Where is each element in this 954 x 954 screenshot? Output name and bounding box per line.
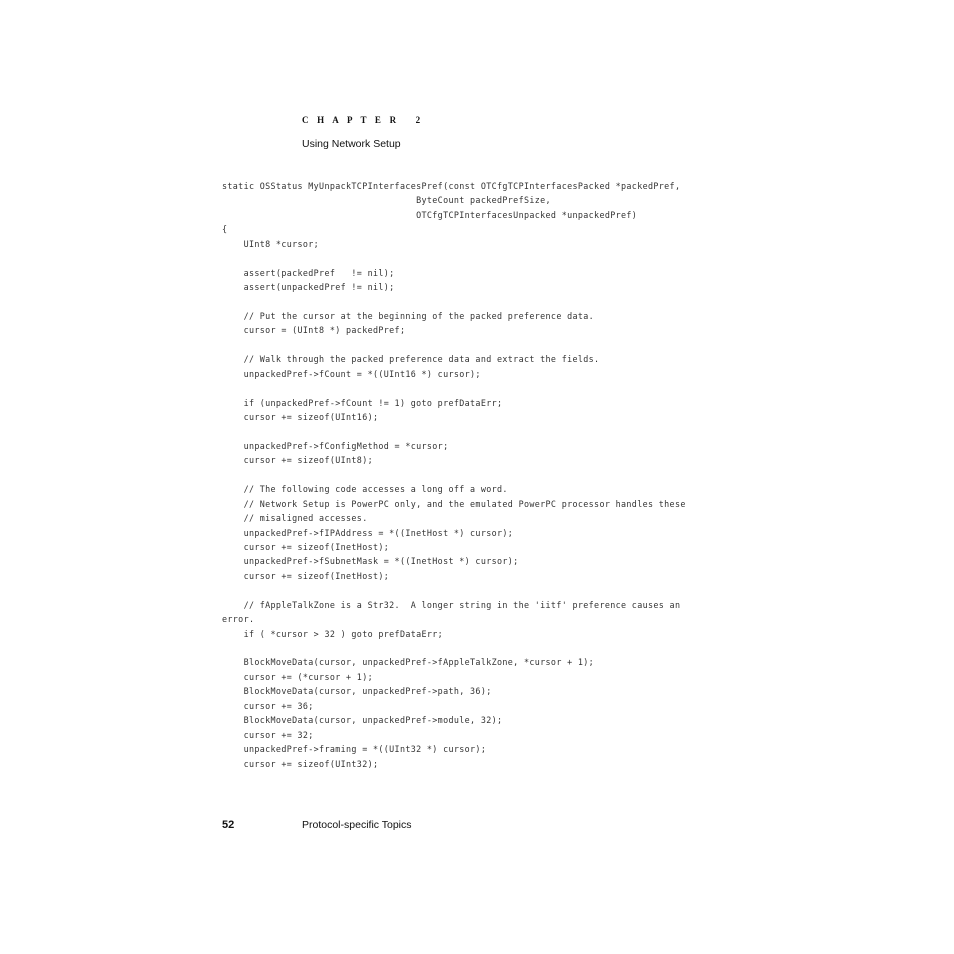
code-line: cursor += sizeof(InetHost); (222, 570, 390, 581)
code-listing (222, 179, 742, 771)
code-line: BlockMoveData(cursor, unpackedPref->module, 32); (222, 715, 503, 726)
code-line: unpackedPref->fSubnetMask = *((InetHost *) cursor); (222, 556, 519, 567)
code-line: // misaligned accesses. (222, 513, 368, 524)
code-line: ByteCount packedPrefSize, (222, 195, 551, 206)
footer-section-title: Protocol-specific Topics (302, 819, 412, 831)
code-line (222, 295, 742, 309)
code-line: if ( *cursor > 32 ) goto prefDataErr; (222, 628, 444, 639)
code-line (222, 251, 742, 265)
code-line: // Put the cursor at the beginning of the packed preference data. (222, 310, 595, 321)
code-line (222, 424, 742, 438)
code-line: unpackedPref->framing = *((UInt32 *) cursor); (222, 744, 487, 755)
code-line: OTCfgTCPInterfacesUnpacked *unpackedPref) (222, 209, 638, 220)
code-line: // fAppleTalkZone is a Str32. A longer string in the 'iitf' preference causes an (222, 599, 681, 610)
code-line: unpackedPref->fConfigMethod = *cursor; (222, 440, 449, 451)
code-line: if (unpackedPref->fCount != 1) goto prefDataErr; (222, 397, 503, 408)
chapter-title: Using Network Setup (302, 138, 401, 150)
code-line (222, 641, 742, 655)
code-line (222, 468, 742, 482)
code-line: assert(packedPref != nil); (222, 267, 395, 278)
code-line (222, 381, 742, 395)
code-line: { (222, 224, 228, 235)
code-line: cursor += 32; (222, 729, 314, 740)
code-line: // Walk through the packed preference data and extract the fields. (222, 354, 600, 365)
code-line: cursor += sizeof(UInt32); (222, 758, 379, 769)
code-line: cursor += 36; (222, 700, 314, 711)
chapter-label: C H A P T E R 2 (302, 115, 424, 125)
code-line: cursor += sizeof(UInt16); (222, 412, 379, 422)
code-line: static OSStatus MyUnpackTCPInterfacesPref(const OTCfgTCPInterfacesPacked *packedPref, (222, 181, 681, 191)
code-line: UInt8 *cursor; (222, 238, 320, 249)
code-line: unpackedPref->fCount = *((UInt16 *) cursor); (222, 368, 481, 379)
page-number: 52 (222, 819, 235, 831)
code-line: // Network Setup is PowerPC only, and the emulated PowerPC processor handles these (222, 498, 686, 509)
code-line: BlockMoveData(cursor, unpackedPref->fAppleTalkZone, *cursor + 1); (222, 657, 595, 668)
code-line: BlockMoveData(cursor, unpackedPref->path, 36); (222, 686, 492, 697)
code-line: error. (222, 614, 255, 625)
code-line: unpackedPref->fIPAddress = *((InetHost *) cursor); (222, 527, 514, 538)
code-line: cursor += sizeof(UInt8); (222, 455, 373, 466)
code-line: // The following code accesses a long off a word. (222, 484, 508, 495)
code-line: cursor = (UInt8 *) packedPref; (222, 325, 406, 336)
code-line: cursor += (*cursor + 1); (222, 671, 373, 682)
code-line: assert(unpackedPref != nil); (222, 282, 395, 293)
code-line (222, 583, 742, 597)
code-line: cursor += sizeof(InetHost); (222, 541, 390, 552)
code-line (222, 338, 742, 352)
